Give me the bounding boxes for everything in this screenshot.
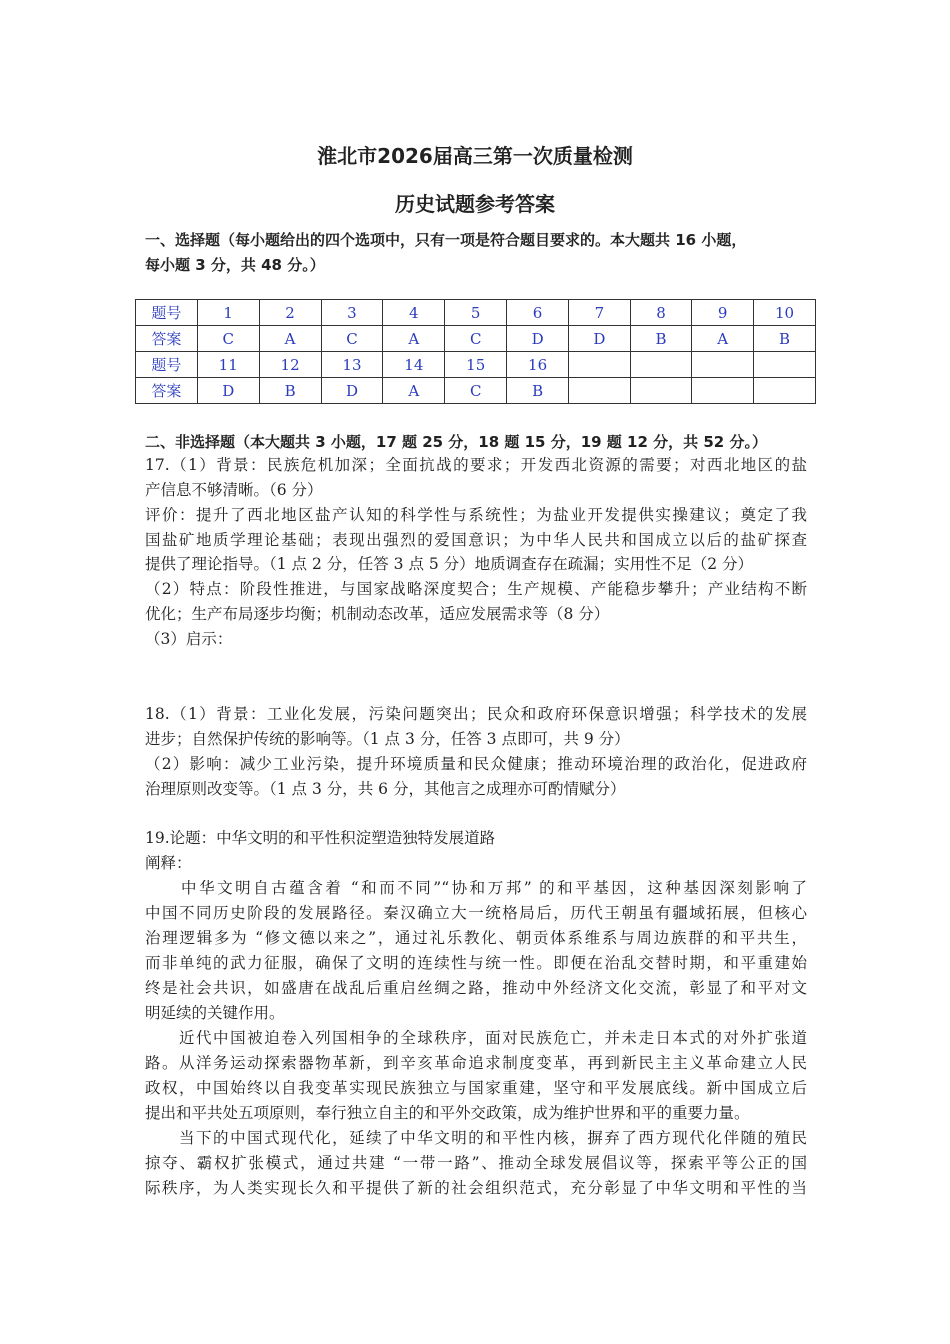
q19-answer-line: 际秩序，为人类实现长久和平提供了新的社会组织范式，充分彰显了中华文明和平性的当 (145, 1179, 807, 1197)
table-cell: B (507, 378, 569, 404)
table-cell: D (321, 378, 383, 404)
q17-answer-line: 产信息不够清晰。（6 分） (145, 481, 323, 499)
table-cell: 2 (259, 300, 321, 326)
table-row (136, 300, 816, 326)
section1-heading-cont: 每小题 3 分，共 48 分。） (145, 256, 325, 274)
table-cell: A (383, 326, 445, 352)
q19-answer-line: 中华文明自古蕴含着 “和而不同”“协和万邦” 的和平基因，这种基因深刻影响了 (145, 879, 807, 897)
table-cell: 15 (445, 352, 507, 378)
section2-heading: 二、非选择题（本大题共 3 小题，17 题 25 分，18 题 15 分，19 题 12 分，共 52 分。） (145, 433, 767, 451)
table-cell: C (321, 326, 383, 352)
answer-table (135, 299, 816, 404)
row-header-cell: 题号 (136, 352, 198, 378)
table-cell (630, 378, 692, 404)
table-row (136, 326, 816, 352)
row-header-cell: 答案 (136, 326, 198, 352)
q19-answer-line: 19.论题：中华文明的和平性积淀塑造独特发展道路 (145, 829, 496, 847)
table-cell: 4 (383, 300, 445, 326)
table-cell: B (259, 378, 321, 404)
table-cell: A (692, 326, 754, 352)
q19-answer-line: 而非单纯的武力征服，确保了文明的连续性与统一性。即便在治乱交替时期，和平重建始 (145, 954, 807, 972)
document-subtitle: 历史试题参考答案 (395, 192, 555, 216)
q17-answer-line: 国盐矿地质学理论基础；表现出强烈的爱国意识；为中华人民共和国成立以后的盐矿探查 (145, 531, 807, 549)
table-cell: C (197, 326, 259, 352)
table-cell: 9 (692, 300, 754, 326)
table-cell: 7 (569, 300, 631, 326)
table-cell: 13 (321, 352, 383, 378)
q19-answer-line: 掠夺、霸权扩张模式，通过共建 “一带一路”、推动全球发展倡议等，探索平等公正的国 (145, 1154, 807, 1172)
table-cell: 5 (445, 300, 507, 326)
table-row (136, 352, 816, 378)
table-cell (630, 352, 692, 378)
table-cell: B (754, 326, 816, 352)
q19-answer-line: 政权，中国始终以自我变革实现民族独立与国家重建，坚守和平发展底线。新中国成立后 (145, 1079, 807, 1097)
table-cell: 14 (383, 352, 445, 378)
q18-answer-line: 进步；自然保护传统的影响等。（1 点 3 分，任答 3 点即可，共 9 分） (145, 730, 630, 748)
table-cell (692, 352, 754, 378)
q19-answer-line: 当下的中国式现代化，延续了中华文明的和平性内核，摒弃了西方现代化伴随的殖民 (145, 1129, 807, 1147)
table-cell (754, 352, 816, 378)
q18-answer-line: 治理原则改变等。（1 点 3 分，共 6 分，其他言之成理亦可酌情赋分） (145, 780, 626, 798)
q19-answer-line: 明延续的关键作用。 (145, 1004, 285, 1022)
document-title: 淮北市2026届高三第一次质量检测 (317, 144, 633, 168)
q19-answer-line: 治理逻辑多为 “修文德以来之”，通过礼乐教化、朝贡体系维系与周边族群的和平共生， (145, 929, 807, 947)
q17-answer-line: 17.（1）背景：民族危机加深；全面抗战的要求；开发西北资源的需要；对西北地区的盐 (145, 456, 807, 474)
table-cell: B (630, 326, 692, 352)
q17-answer-line: （3）启示： (145, 630, 233, 648)
table-row (136, 378, 816, 404)
table-cell: 3 (321, 300, 383, 326)
table-cell (569, 352, 631, 378)
q18-answer-line: （2）影响：减少工业污染，提升环境质量和民众健康；推动环境治理的政治化，促进政府 (145, 755, 807, 773)
q19-answer-line: 提出和平共处五项原则，奉行独立自主的和平外交政策，成为维护世界和平的重要力量。 (145, 1104, 750, 1122)
q19-answer-line: 路。从洋务运动探索器物革新，到辛亥革命追求制度变革，再到新民主主义革命建立人民 (145, 1054, 807, 1072)
table-cell: C (445, 378, 507, 404)
row-header-cell: 题号 (136, 300, 198, 326)
table-cell: 8 (630, 300, 692, 326)
table-cell: C (445, 326, 507, 352)
q17-answer-line: 提供了理论指导。（1 点 2 分，任答 3 点 5 分）地质调查存在疏漏；实用性不足（2 分） (145, 555, 753, 573)
table-cell: A (383, 378, 445, 404)
table-cell: 11 (197, 352, 259, 378)
table-cell: D (569, 326, 631, 352)
q19-answer-line: 中国不同历史阶段的发展路径。秦汉确立大一统格局后，历代王朝虽有疆域拓展，但核心 (145, 904, 807, 922)
table-cell: D (197, 378, 259, 404)
table-cell: A (259, 326, 321, 352)
q17-answer-line: 优化；生产布局逐步均衡；机制动态改革，适应发展需求等（8 分） (145, 605, 610, 623)
q19-answer-line: 近代中国被迫卷入列国相争的全球秩序，面对民族危亡，并未走日本式的对外扩张道 (145, 1029, 807, 1047)
table-cell (692, 378, 754, 404)
table-cell (569, 378, 631, 404)
row-header-cell: 答案 (136, 378, 198, 404)
q19-answer-line: 阐释： (145, 854, 192, 872)
table-cell: 10 (754, 300, 816, 326)
section1-heading: 一、选择题（每小题给出的四个选项中，只有一项是符合题目要求的。本大题共 16 小题， (145, 231, 747, 249)
table-cell: 16 (507, 352, 569, 378)
q17-answer-line: 评价：提升了西北地区盐产认知的科学性与系统性；为盐业开发提供实操建议；奠定了我 (145, 506, 807, 524)
table-cell: 6 (507, 300, 569, 326)
table-cell: 12 (259, 352, 321, 378)
table-cell: 1 (197, 300, 259, 326)
table-cell: D (507, 326, 569, 352)
q18-answer-line: 18.（1）背景：工业化发展，污染问题突出；民众和政府环保意识增强；科学技术的发展 (145, 705, 807, 723)
q17-answer-line: （2）特点：阶段性推进，与国家战略深度契合；生产规模、产能稳步攀升；产业结构不断 (145, 580, 807, 598)
table-cell (754, 378, 816, 404)
q19-answer-line: 终是社会共识，如盛唐在战乱后重启丝绸之路，推动中外经济文化交流，彰显了和平对文 (145, 979, 807, 997)
